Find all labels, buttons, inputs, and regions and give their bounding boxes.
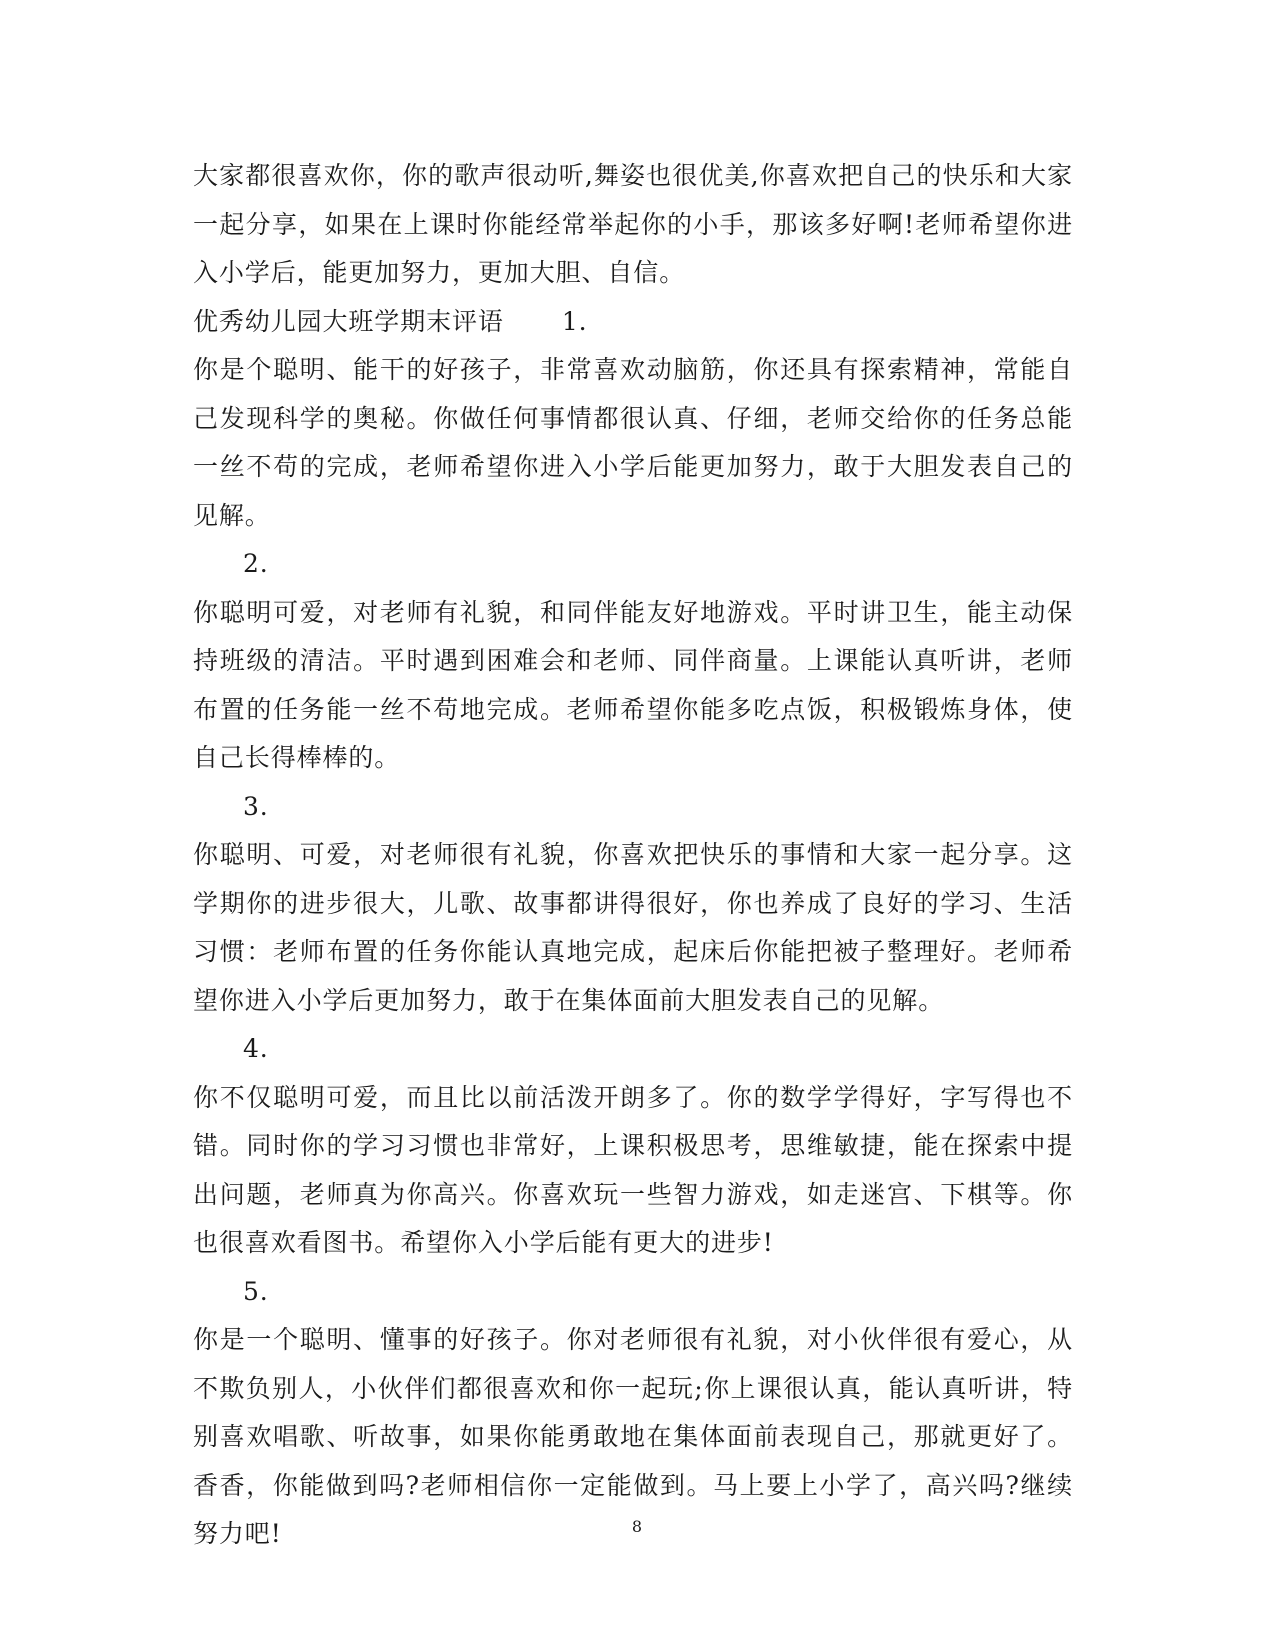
entry-2-text: 你聪明可爱，对老师有礼貌，和同伴能友好地游戏。平时讲卫生，能主动保持班级的清洁。平时遇到困难会和老师、同伴商量。上课能认真听讲，老师布置的任务能一丝不苟地完成。老师希望你能多吃点饭，积极锻炼身体，使自己长得棒棒的。 [193,597,1073,772]
entry-3-number: 3. [243,791,269,821]
page-body [193,152,1073,1559]
intro-paragraph: 大家都很喜欢你，你的歌声很动听,舞姿也很优美,你喜欢把自己的快乐和大家一起分享，如果在上课时你能经常举起你的小手，那该多好啊!老师希望你进入小学后，能更加努力，更加大胆、自信。 [193,161,1073,287]
entry-4-text: 你不仅聪明可爱，而且比以前活泼开朗多了。你的数学学得好，字写得也不错。同时你的学习习惯也非常好，上课积极思考，思维敏捷，能在探索中提出问题，老师真为你高兴。你喜欢玩一些智力游戏，如走迷宫、下棋等。你也很喜欢看图书。希望你入小学后能有更大的进步! [193,1082,1073,1257]
page-number: 8 [631,1517,643,1536]
section-title-line [193,298,1073,347]
entry-1-number: 1. [561,306,588,336]
section-title: 优秀幼儿园大班学期末评语 [193,306,504,336]
entry-4-number: 4. [243,1034,269,1063]
entry-5-number: 5. [243,1276,269,1306]
entry-5-text: 你是一个聪明、懂事的好孩子。你对老师很有礼貌，对小伙伴很有爱心，从不欺负别人，小伙伴们都很喜欢和你一起玩;你上课很认真，能认真听讲，特别喜欢唱歌、听故事，如果你能勇敢地在集体面前表现自己，那就更好了。香香，你能做到吗?老师相信你一定能做到。马上要上小学了，高兴吗?继续努力吧! [193,1325,1073,1548]
entry-1-text: 你是个聪明、能干的好孩子，非常喜欢动脑筋，你还具有探索精神，常能自己发现科学的奥秘。你做任何事情都很认真、仔细，老师交给你的任务总能一丝不苟的完成，老师希望你进入小学后能更加努力，敢于大胆发表自己的见解。 [193,355,1073,530]
entry-3-text: 你聪明、可爱，对老师很有礼貌，你喜欢把快乐的事情和大家一起分享。这学期你的进步很大，儿歌、故事都讲得很好，你也养成了良好的学习、生活习惯：老师布置的任务你能认真地完成，起床后你能把被子整理好。老师希望你进入小学后更加努力，敢于在集体面前大胆发表自己的见解。 [193,840,1073,1015]
entry-2-number: 2. [243,549,269,578]
